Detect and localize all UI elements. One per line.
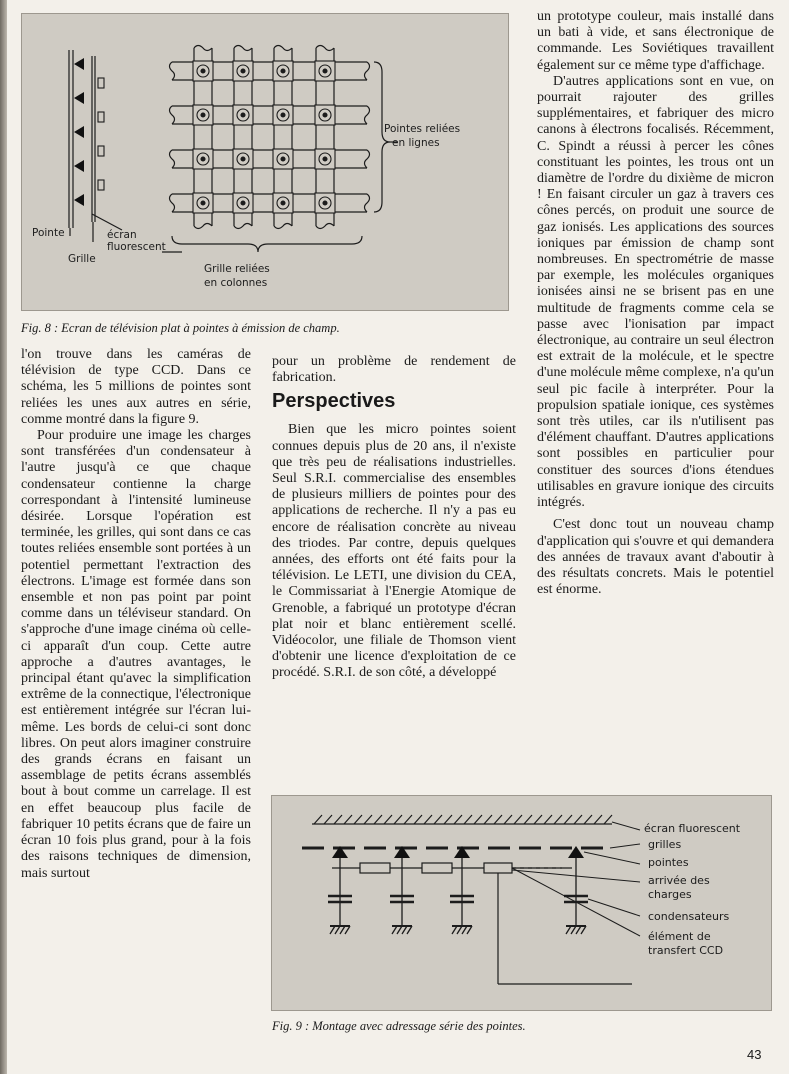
figure-9-diagram [272, 796, 773, 1012]
label-en-lignes: en lignes [392, 137, 440, 149]
figure-9-caption: Fig. 9 : Montage avec adressage série des pointes. [272, 1019, 526, 1033]
label-pointe: Pointe [32, 227, 65, 239]
label-grilles: grilles [648, 838, 682, 851]
label-transfert-ccd: transfert CCD [648, 944, 724, 957]
label-condensateurs: condensateurs [648, 910, 730, 923]
middle-intro: pour un problème de rendement de fabrication. [272, 354, 516, 386]
label-arrivee-des: arrivée des [648, 874, 710, 887]
label-element-de: élément de [648, 930, 711, 943]
middle-paragraph: Bien que les micro pointes soient connues depuis plus de 20 ans, il n'existe que très peu de réalisations industrielles. Seul S.R.I. commercialise des ensembles de plusieurs milliers de pointes pour des applications de recherche. Il n'y a pas eu encore de réalisation concrète au niveau des triodes. Par contre, depuis quelques années, des efforts ont été faits pour la télévision. Le LETI, une division du CEA, le Commissariat à l'Energie Atomique de Grenoble, a fabriqué un prototype d'écran plat noir et blanc entièrement scellé. Vidéocolor, une filiale de Thomson vient d'obtenir une licence d'exploitation de ce procédé. S.R.I. de son côté, a développé [272, 422, 516, 681]
right-paragraph-1: un prototype couleur, mais installé dans un bati à vide, et sans électronique de commande. Les Soviétiques travaillent également sur ce même type d'affichage. [537, 9, 774, 73]
label-pointes: pointes [648, 856, 689, 869]
label-pointes-reliees: Pointes reliées [384, 123, 461, 135]
page-number: 43 [747, 1047, 762, 1062]
figure-8-caption: Fig. 8 : Ecran de télévision plat à pointes à émission de champ. [21, 321, 340, 335]
label-fluorescent: fluorescent [107, 241, 166, 253]
left-paragraph-1: l'on trouve dans les caméras de télévision de type CCD. Dans ce schéma, les 5 millions de pointes sont reliées les unes aux autres en série, comme montré dans la figure 9. [21, 347, 251, 427]
right-column [537, 9, 774, 598]
figure-8 [21, 13, 509, 311]
page-edge-shadow [0, 0, 7, 1074]
label-charges: charges [648, 888, 692, 901]
right-paragraph-2: D'autres applications sont en vue, on pourrait rajouter des grilles supplémentaires, et fabriquer des micro canons à électrons focalisés. Récemment, C. Spindt a réussi à percer les cônes constituant les pointes, les trous ont un diamètre de l'ordre du dixième de micron ! En faisant circuler un gaz à travers ces cônes percés, on produit une source de gaz ionisés. Les applications des sources ioniques par émission de champ sont nombreuses. En spectrométrie de masse par exemple, les molécules organiques ionisées ainsi ne se brisent pas en une multitude de fragments comme cela se passe avec l'ionisation par impact électronique, au contraire un seul électron est extrait de la molécule, et le spectre d'une molécule même complexe, n'a qu'un seul pic facile à interpréter. Pour la propulsion spatiale ionique, ces systèmes sont très utiles, car ils n'utilisent pas d'élément chauffant. D'autres applications sont possibles en particulier pour constituer des sources d'ions étendues utilisables en gravure ionique des circuits intégrés. [537, 73, 774, 511]
figure-9 [271, 795, 772, 1011]
middle-column [272, 354, 516, 682]
label-ecran-fluorescent: écran fluorescent [644, 822, 741, 835]
figure-8-diagram [22, 14, 510, 312]
section-heading: Perspectives [272, 390, 396, 413]
label-en-colonnes: en colonnes [204, 277, 268, 289]
right-paragraph-3: C'est donc tout un nouveau champ d'application qui s'ouvre et qui demandera des années de travaux avant d'aboutir à des résultats concrets. Mais le potentiel est énorme. [537, 517, 774, 598]
left-paragraph-2: Pour produire une image les charges sont transférées d'un condensateur à l'autre jusqu'à ce que chaque condensateur contienne la charge correspondant à l'intensité lumineuse désirée. Lorsque l'opération est terminée, les grilles, qui sont dans ce cas toutes reliées ensemble sont portées à un potentiel permettant l'extraction des électrons. L'image est formée dans son ensemble et non pas point par point comme dans un téléviseur standard. On s'approche d'une image cinéma où celle-ci apparaît d'un coup. Cette autre approche a d'autres avantages, le principal étant qu'avec la simplification extrême de la connectique, l'électronique est entièrement intégrée sur l'écran lui-même. Les bords de celui-ci sont donc libres. On peut alors imaginer construire des grands écrans en faisant un assemblage de petits écrans assemblés bout à bout comme un carrelage. Il est en effet beaucoup plus facile de fabriquer 10 petits écrans que de faire un écran 10 fois plus grand, pour à la fois des raisons techniques de dimension, mais surtout [21, 428, 251, 881]
left-column [21, 347, 251, 882]
label-ecran: écran [107, 229, 137, 241]
label-grille: Grille [68, 253, 96, 265]
label-grille-reliees: Grille reliées [204, 263, 270, 275]
